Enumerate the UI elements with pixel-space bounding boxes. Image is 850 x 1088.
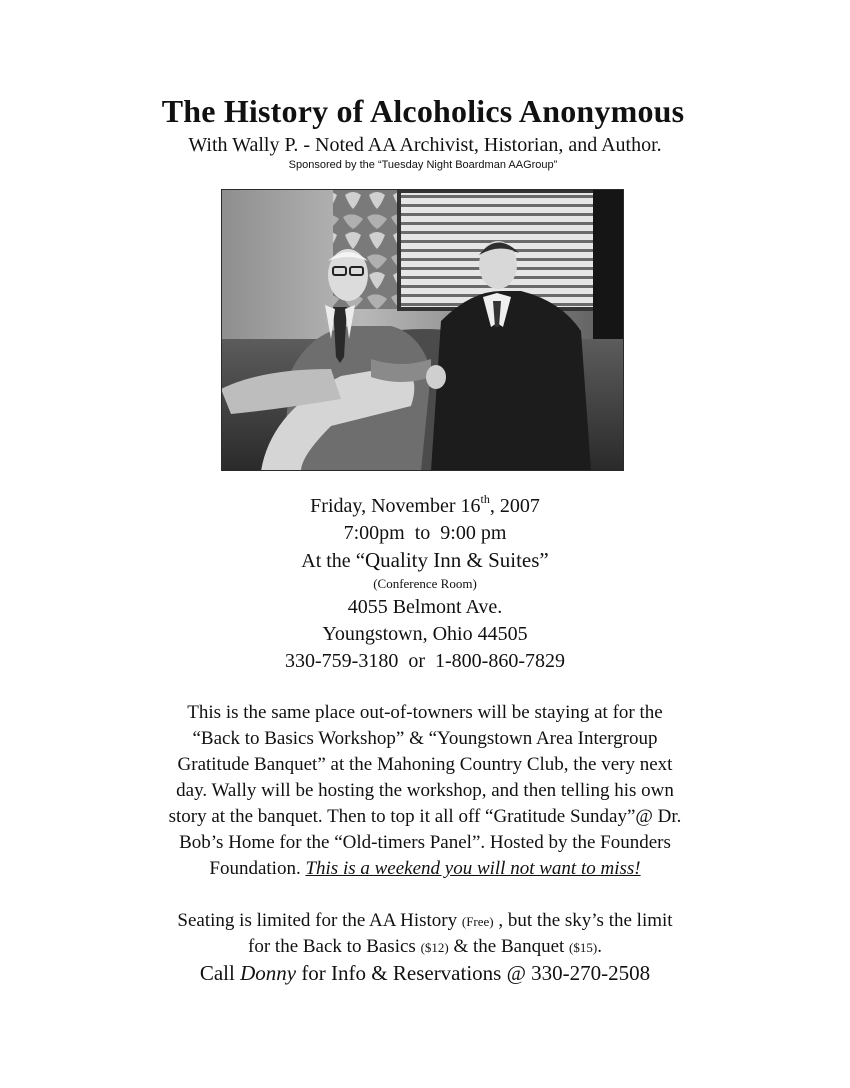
paragraph-line: day. Wally will be hosting the workshop, and then telling his own: [176, 780, 674, 801]
paragraph-line: story at the banquet. Then to top it all off “Gratitude Sunday”@ Dr.: [168, 806, 682, 827]
seating-line: Seating is limited for the AA History (Free) , but the sky’s the limit: [177, 910, 673, 931]
sponsor-line: Sponsored by the “Tuesday Night Boardman AAGroup”: [288, 159, 558, 171]
event-room: (Conference Room): [373, 576, 477, 591]
contact-name: Donny: [240, 961, 297, 985]
paragraph-line: Foundation. This is a weekend you will not want to miss!: [209, 858, 641, 879]
photo-illustration: [221, 189, 624, 471]
event-venue: At the “Quality Inn & Suites”: [301, 548, 549, 572]
paragraph-line: Bob’s Home for the “Old-timers Panel”. Hosted by the Founders: [179, 832, 671, 853]
page-title: The History of Alcoholics Anonymous: [161, 93, 685, 129]
event-street: 4055 Belmont Ave.: [347, 596, 503, 618]
event-date: Friday, November 16th, 2007: [310, 492, 540, 517]
seating-line: for the Back to Basics ($12) & the Banquet ($15).: [248, 936, 602, 957]
speaker-subtitle: With Wally P. - Noted AA Archivist, Historian, and Author.: [188, 134, 662, 156]
price-basics: ($12): [420, 940, 449, 955]
dont-miss-emphasis: This is a weekend you will not want to miss!: [305, 858, 641, 879]
event-city: Youngstown, Ohio 44505: [322, 623, 528, 645]
paragraph-line: Gratitude Banquet” at the Mahoning Country Club, the very next: [177, 754, 673, 775]
price-banquet: ($15): [569, 940, 598, 955]
event-phone: 330-759-3180 or 1-800-860-7829: [285, 650, 565, 672]
historical-photo: [221, 189, 624, 471]
paragraph-line: This is the same place out-of-towners will be staying at for the: [187, 702, 663, 723]
paragraph-line: “Back to Basics Workshop” & “Youngstown Area Intergroup: [192, 728, 658, 749]
price-free: (Free): [461, 914, 494, 929]
event-time: 7:00pm to 9:00 pm: [343, 522, 507, 544]
contact-line: Call Donny for Info & Reservations @ 330-270-2508: [199, 961, 651, 985]
